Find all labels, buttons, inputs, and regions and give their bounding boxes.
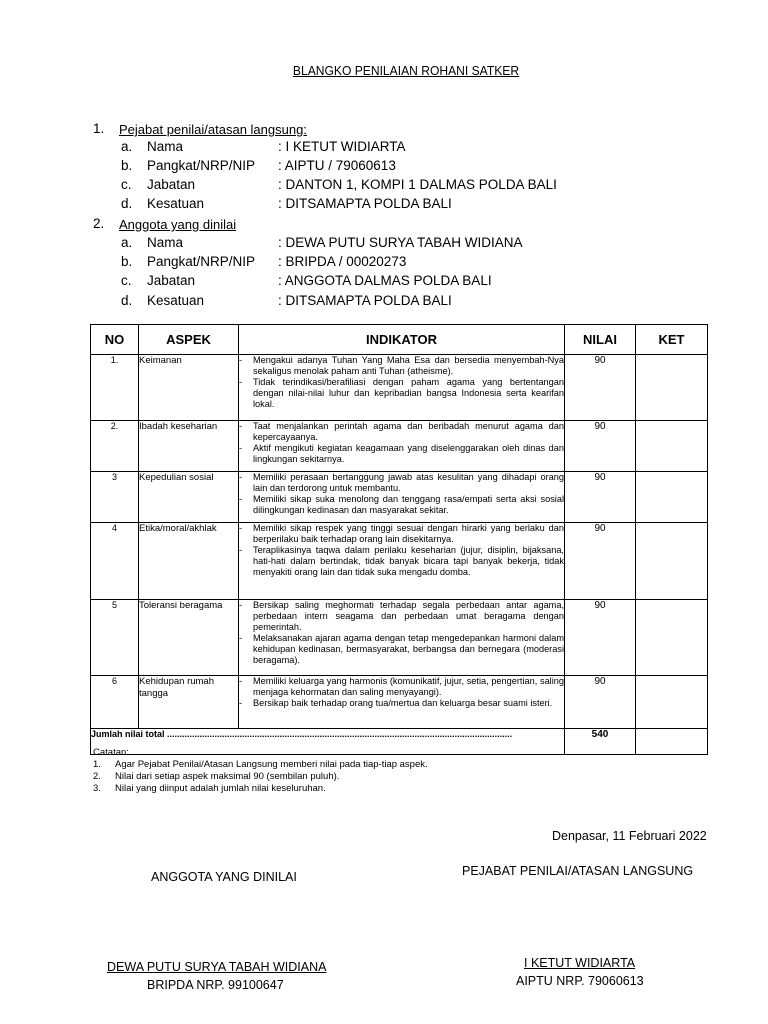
table-row [91, 355, 708, 421]
note-item: 1. Agar Pejabat Penilai/Atasan Langsung memberi nilai pada tiap-tiap aspek. [93, 759, 428, 770]
header-ket: KET [636, 325, 708, 355]
row-label: Kesatuan [147, 293, 205, 308]
indikator-item: - Memiliki sikap suka menolong dan tenggang rasa/empati serta aksi sosial dilingkungan kedinasan dan masyarakat sekitar. [239, 494, 564, 515]
table-row [91, 676, 708, 729]
evaluator-rank-label [121, 158, 255, 173]
row-letter: b. [121, 254, 133, 269]
row-no: 4 [91, 523, 139, 600]
evaluator-signature-name: I KETUT WIDIARTA [524, 956, 636, 970]
row-ket [636, 421, 708, 472]
table-row [91, 600, 708, 676]
member-rank-value: : BRIPDA / 00020273 [278, 254, 407, 269]
row-label: Nama [147, 139, 184, 154]
row-label: Nama [147, 235, 184, 250]
row-label: Kesatuan [147, 196, 205, 211]
row-aspek: Etika/moral/akhlak [139, 523, 239, 600]
table-row [91, 523, 708, 600]
row-aspek: Ibadah keseharian [139, 421, 239, 472]
member-rank-label [121, 254, 255, 269]
row-indikator [239, 421, 565, 472]
total-ket [636, 729, 708, 755]
header-no: NO [91, 325, 139, 355]
row-nilai: 90 [565, 676, 636, 729]
notes-heading: Catatan: [93, 747, 129, 758]
member-signature-name: DEWA PUTU SURYA TABAH WIDIANA [107, 960, 327, 974]
section-1-title: Pejabat penilai/atasan langsung: [119, 122, 307, 137]
evaluator-name-value: : I KETUT WIDIARTA [278, 139, 406, 154]
indikator-item: - Bersikap baik terhadap orang tua/mertua dan keluarga besar suami isteri. [239, 698, 553, 708]
row-nilai: 90 [565, 472, 636, 523]
row-letter: b. [121, 158, 133, 173]
indikator-item: - Melaksanakan ajaran agama dengan tetap mengedepankan harmoni dalam kehidupan kedinasan, bermasyarakat, berbangsa dan bernegara (moderasi beragama). [239, 633, 564, 665]
row-label: Pangkat/NRP/NIP [147, 158, 256, 173]
row-ket [636, 676, 708, 729]
row-label: Jabatan [147, 273, 196, 288]
evaluator-signature-nrp: AIPTU NRP. 79060613 [516, 974, 644, 988]
section-2-title: Anggota yang dinilai [119, 217, 237, 232]
row-aspek: Toleransi beragama [139, 600, 239, 676]
row-letter: d. [121, 293, 133, 308]
evaluator-rank-value: : AIPTU / 79060613 [278, 158, 396, 173]
table-header-row [91, 325, 708, 355]
evaluator-position-label [121, 177, 195, 192]
indikator-item: - Tidak terindikasi/berafiliasi dengan paham agama yang bertentangan dengan nilai-nilai luhur dan kepribadian bangsa Indonesia serta kearifan lokal. [239, 377, 564, 409]
evaluator-position-value: : DANTON 1, KOMPI 1 DALMAS POLDA BALI [278, 177, 557, 192]
row-no: 1. [91, 355, 139, 421]
row-no: 3 [91, 472, 139, 523]
row-letter: a. [121, 139, 133, 154]
member-position-value: : ANGGOTA DALMAS POLDA BALI [278, 273, 492, 288]
row-nilai: 90 [565, 523, 636, 600]
notes [93, 747, 428, 795]
member-signature-title: ANGGOTA YANG DINILAI [151, 870, 297, 884]
document-title: BLANGKO PENILAIAN ROHANI SATKER [292, 63, 520, 78]
row-letter: c. [121, 177, 132, 192]
row-ket [636, 523, 708, 600]
header-aspek: ASPEK [139, 325, 239, 355]
indikator-item: - Aktif mengikuti kegiatan keagamaan yang diselenggarakan oleh dinas dan lingkungan sekitarnya. [239, 443, 564, 464]
row-letter: c. [121, 273, 132, 288]
member-unit-label [121, 293, 204, 308]
row-indikator [239, 472, 565, 523]
row-indikator [239, 676, 565, 729]
evaluator-name-label [121, 139, 183, 154]
header-indikator: INDIKATOR [239, 325, 565, 355]
row-aspek: Kepedulian sosial [139, 472, 239, 523]
place-date: Denpasar, 11 Februari 2022 [552, 829, 707, 843]
row-aspek: Keimanan [139, 355, 239, 421]
indikator-item: - Bersikap saling meghormati terhadap segala perbedaan antar agama, perbedaan intern seagama dan perbedaan umat beragama dengan pemerintah. [239, 600, 564, 632]
row-ket [636, 355, 708, 421]
indikator-item: - Memiliki keluarga yang harmonis (komunikatif, jujur, setia, pengertian, saling menjaga kehormatan dan saling menyayangi). [239, 676, 564, 697]
header-nilai: NILAI [565, 325, 636, 355]
indikator-item: - Mengakui adanya Tuhan Yang Maha Esa dan bersedia menyembah-Nya sekaligus menolak paham anti Tuhan (atheisme). [239, 355, 564, 376]
indikator-item: - Teraplikasinya taqwa dalam perilaku keseharian (jujur, disiplin, bijaksana, hati-hati dalam bertindak, tidak banyak bicara tapi banyak bekerja, tidak menyakiti orang lain dan tidak suka mengadu domba. [239, 545, 564, 577]
member-signature-nrp: BRIPDA NRP. 99100647 [147, 978, 284, 992]
row-no: 6 [91, 676, 139, 729]
note-item: 3. Nilai yang diinput adalah jumlah nilai keseluruhan. [93, 783, 326, 794]
evaluator-signature-title: PEJABAT PENILAI/ATASAN LANGSUNG [462, 864, 694, 878]
indikator-item: - Memiliki sikap respek yang tinggi sesuai dengan hirarki yang berlaku dan berperilaku baik terhadap orang lain disekitarnya. [239, 523, 564, 544]
row-letter: a. [121, 235, 133, 250]
row-label: Pangkat/NRP/NIP [147, 254, 256, 269]
row-nilai: 90 [565, 600, 636, 676]
evaluator-unit-label [121, 196, 204, 211]
indikator-item: - Taat menjalankan perintah agama dan beribadah menurut agama dan kepercayaanya. [239, 421, 564, 442]
note-item: 2. Nilai dari setiap aspek maksimal 90 (sembilan puluh). [93, 771, 340, 782]
row-label: Jabatan [147, 177, 196, 192]
section-2-number: 2. [93, 216, 105, 231]
table-row [91, 421, 708, 472]
row-no: 2. [91, 421, 139, 472]
member-name-label [121, 235, 183, 250]
row-indikator [239, 523, 565, 600]
row-indikator [239, 600, 565, 676]
member-name-value: : DEWA PUTU SURYA TABAH WIDIANA [278, 235, 523, 250]
row-letter: d. [121, 196, 133, 211]
row-no: 5 [91, 600, 139, 676]
row-ket [636, 600, 708, 676]
indikator-item: - Memiliki perasaan bertanggung jawab atas kesulitan yang dihadapi orang lain dan terdorong untuk membantu. [239, 472, 564, 493]
member-position-label [121, 273, 195, 288]
total-label: Jumlah nilai total .......................................................................................................................................... [91, 729, 565, 755]
section-1-number: 1. [93, 121, 105, 136]
row-nilai: 90 [565, 355, 636, 421]
row-ket [636, 472, 708, 523]
evaluator-unit-value: : DITSAMAPTA POLDA BALI [278, 196, 452, 211]
total-value: 540 [565, 729, 636, 755]
row-aspek: Kehidupan rumah tangga [139, 676, 239, 729]
table-row [91, 472, 708, 523]
row-nilai: 90 [565, 421, 636, 472]
row-indikator [239, 355, 565, 421]
assessment-table [90, 324, 708, 755]
member-unit-value: : DITSAMAPTA POLDA BALI [278, 293, 452, 308]
